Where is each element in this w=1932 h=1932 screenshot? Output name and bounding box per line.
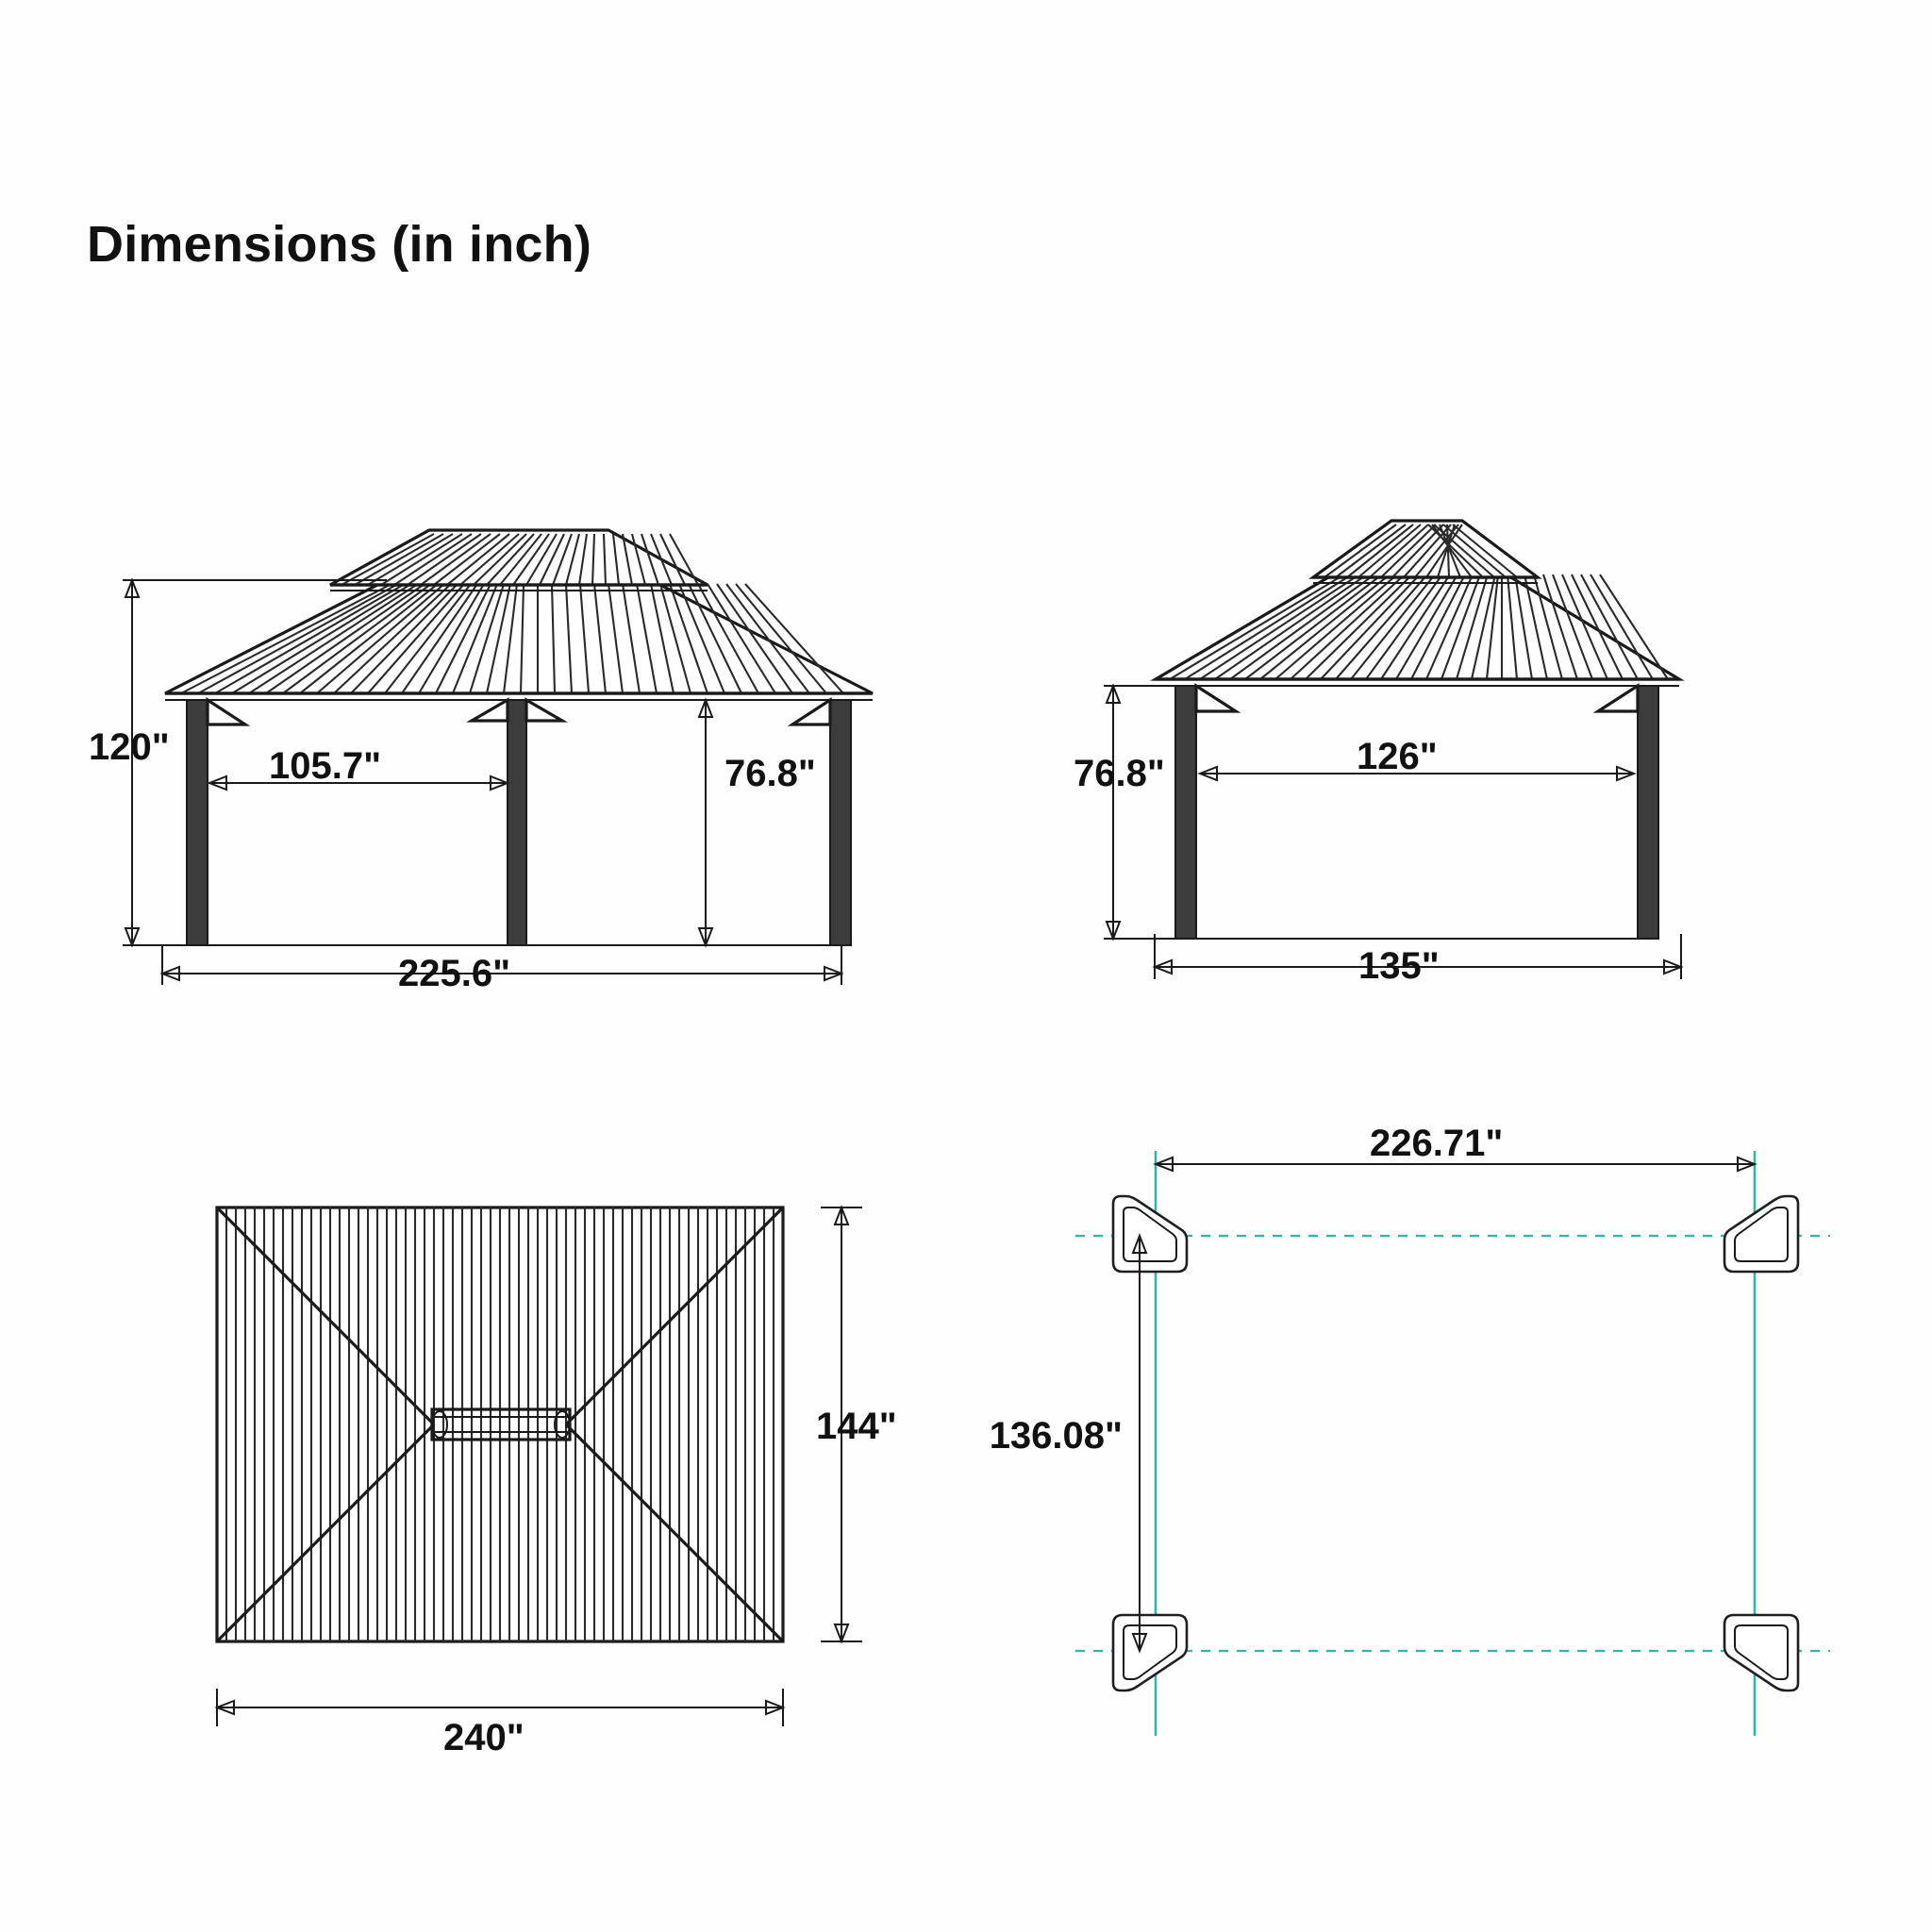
- front-elevation-view: [89, 491, 943, 1019]
- side-elevation-drawing: [1057, 491, 1840, 1019]
- footprint-plan-drawing: [1038, 1123, 1849, 1783]
- side-post-height-label: 76.8": [1074, 753, 1165, 794]
- page-title: Dimensions (in inch): [87, 216, 592, 273]
- side-total-width-label: 135": [1358, 945, 1440, 987]
- top-plan-view: [170, 1179, 962, 1783]
- footprint-depth-label: 136.08": [989, 1415, 1123, 1457]
- footprint-width-label: 226.71": [1370, 1123, 1504, 1164]
- front-total-width-label: 225.6": [398, 953, 511, 994]
- front-post-height-label: 76.8": [724, 753, 816, 794]
- footprint-plan-view: [989, 1123, 1849, 1783]
- front-inner-span-label: 105.7": [269, 745, 382, 787]
- top-width-label: 240": [443, 1717, 525, 1758]
- front-height-label: 120": [89, 726, 170, 768]
- side-elevation-view: [1057, 491, 1840, 1019]
- top-depth-label: 144": [816, 1406, 897, 1447]
- side-inner-span-label: 126": [1357, 736, 1438, 777]
- top-plan-drawing: [170, 1179, 962, 1783]
- front-elevation-drawing: [94, 491, 943, 1019]
